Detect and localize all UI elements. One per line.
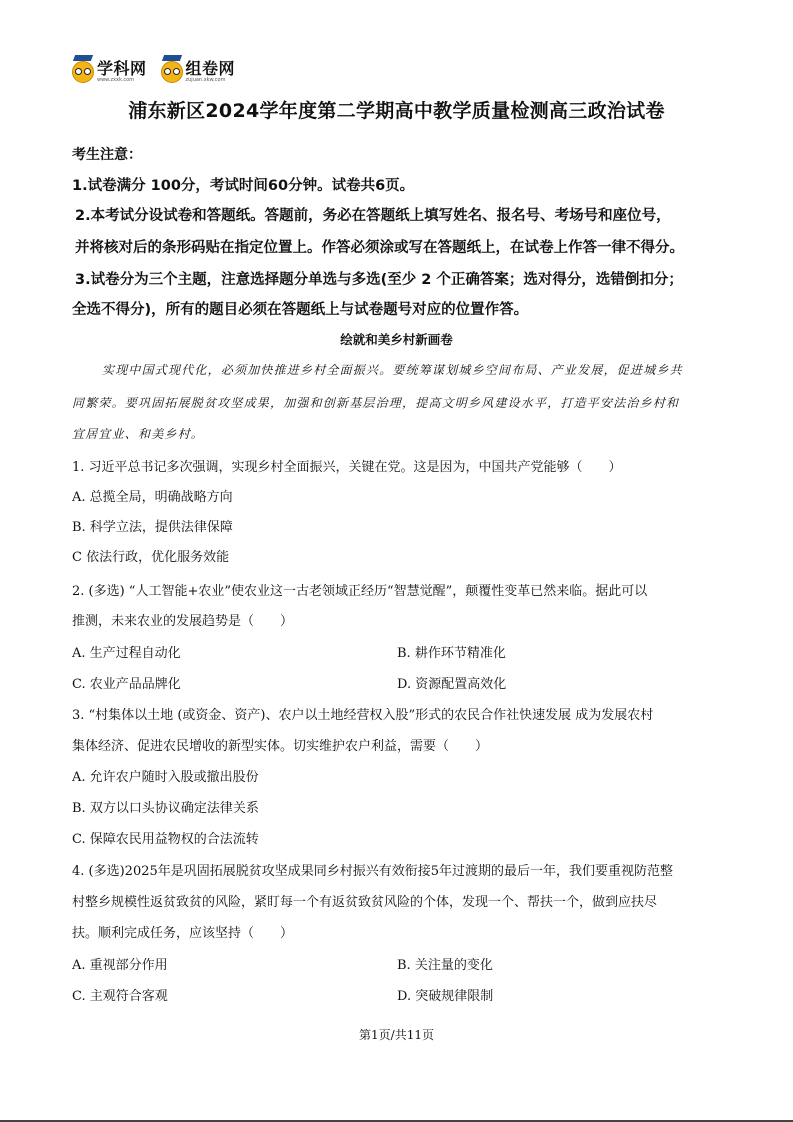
option: C. 主观符合客观 [72, 989, 168, 1004]
option: C 依法行政，优化服务效能 [72, 550, 230, 565]
option: A. 总揽全局，明确战略方向 [72, 490, 233, 505]
mascot-icon [72, 61, 94, 83]
notice-line: 2.本考试分设试卷和答题纸。答题前，务必在答题纸上填写姓名、报名号、考场号和座位号， [75, 208, 671, 224]
option: A. 重视部分作用 [72, 958, 168, 973]
xkw-logo [72, 61, 147, 83]
logo-row [72, 58, 249, 86]
question-stem: 3. “村集体以土地 (或资金、资产)、农户以土地经营权入股”形式的农民合作社快速发展 成为发展农村 [72, 708, 654, 723]
logo-url: www.zxxk.com [97, 77, 135, 83]
question-stem: 4. (多选)2025年是巩固拓展脱贫攻坚成果同乡村振兴有效衔接5年过渡期的最后一年，我们要重视防范整 [72, 864, 674, 879]
mascot-icon [161, 61, 183, 83]
option: B. 科学立法，提供法律保障 [72, 520, 233, 535]
question-stem: 2. (多选) “人工智能+农业”使农业这一古老领域正经历“智慧觉醒”，颠覆性变革已然来临。据此可以 [72, 584, 648, 599]
question-stem: 扶。顺利完成任务，应该坚持（ ） [72, 926, 294, 941]
logo-name: 组卷网 [185, 59, 236, 78]
question-stem: 村整乡规模性返贫致贫的风险，紧盯每一个有返贫致贫风险的个体，发现一个、帮扶一个，做到应扶尽 [72, 895, 658, 910]
notice-line: 全选不得分)，所有的题目必须在答题纸上与试卷题号对应的位置作答。 [72, 302, 529, 318]
page-footer: 第1页/共11页 [359, 1028, 434, 1042]
logo-name: 学科网 [97, 59, 147, 78]
zujuan-logo [161, 61, 236, 83]
notice-line: 3.试卷分为三个主题，注意选择题分单选与多选(至少 2 个正确答案；选对得分，选错倒扣分； [75, 272, 683, 288]
section-title: 绘就和美乡村新画卷 [340, 332, 453, 347]
option: B. 耕作环节精准化 [397, 646, 506, 661]
option: B. 关注量的变化 [397, 958, 493, 973]
option: D. 资源配置高效化 [397, 677, 507, 692]
logo-url: zujuan.xkw.com [185, 77, 226, 83]
option: B. 双方以口头协议确定法律关系 [72, 801, 259, 816]
option: D. 突破规律限制 [397, 989, 494, 1004]
intro-line: 实现中国式现代化，必须加快推进乡村全面振兴。要统筹谋划城乡空间布局、产业发展，促进城乡共 [102, 363, 683, 377]
question-stem: 1. 习近平总书记多次强调，实现乡村全面振兴，关键在党。这是因为，中国共产党能够（ ） [72, 460, 622, 475]
question-stem: 推测，未来农业的发展趋势是（ ） [72, 614, 294, 629]
option: A. 生产过程自动化 [72, 646, 181, 661]
option: C. 保障农民用益物权的合法流转 [72, 832, 259, 847]
option: C. 农业产品品牌化 [72, 677, 181, 692]
notice-line: 并将核对后的条形码贴在指定位置上。作答必须涂或写在答题纸上，在试卷上作答一律不得分。 [75, 240, 684, 256]
question-stem: 集体经济、促进农民增收的新型实体。切实维护农户利益，需要（ ） [72, 739, 489, 754]
intro-line: 宜居宜业、和美乡村。 [72, 427, 205, 441]
exam-title: 浦东新区2024学年度第二学期高中教学质量检测高三政治试卷 [128, 100, 665, 122]
notice-heading: 考生注意： [72, 147, 142, 163]
notice-line: 1.试卷满分 100分，考试时间60分钟。试卷共6页。 [72, 178, 415, 194]
option: A. 允许农户随时入股或撤出股份 [72, 770, 259, 785]
intro-line: 同繁荣。要巩固拓展脱贫攻坚成果，加强和创新基层治理，提高文明乡风建设水平，打造平安法治乡村和 [72, 396, 680, 410]
